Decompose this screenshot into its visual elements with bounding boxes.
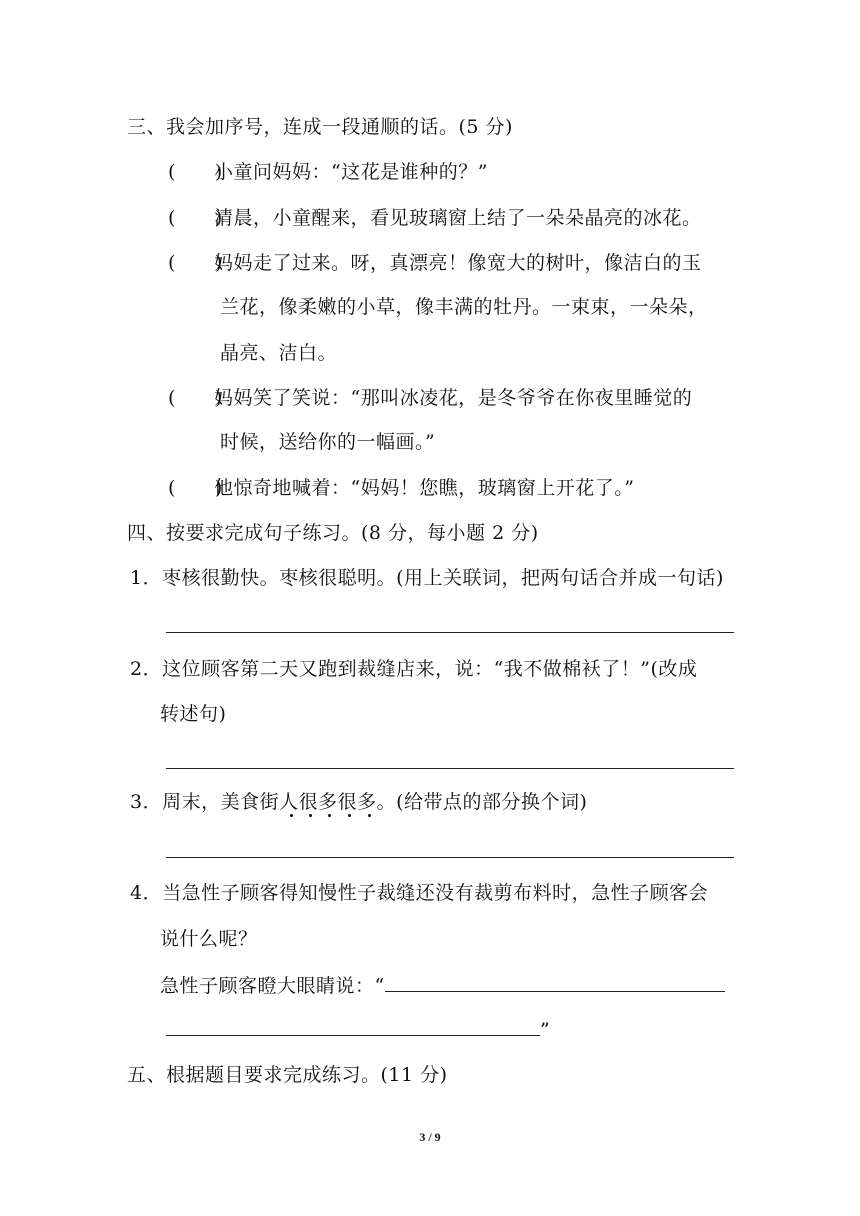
question-text: 这位顾客第二天又跑到裁缝店来，说：“我不做棉袄了！”(改成 [162, 658, 698, 680]
section-3-title: 三、我会加序号，连成一段通顺的话。(5 分) [127, 116, 513, 138]
order-item-4 [168, 386, 692, 410]
question-instruction: 。(给带点的部分换个词) [376, 791, 588, 813]
answer-line-4a[interactable] [385, 973, 725, 992]
question-2-line-2: 转述句) [160, 703, 227, 725]
answer-paren-1[interactable]: ( ) [168, 161, 223, 183]
answer-line-3[interactable] [166, 857, 734, 858]
question-2 [130, 657, 697, 681]
section-4-title: 四、按要求完成句子练习。(8 分，每小题 2 分) [127, 522, 539, 544]
answer-line-1[interactable] [166, 632, 734, 633]
emphasis-dot [290, 814, 293, 817]
quote-lead: 急性子顾客瞪大眼睛说：“ [160, 975, 385, 997]
question-number: 1． [130, 567, 163, 589]
order-item-5 [168, 476, 634, 500]
emphasis-dot [368, 814, 371, 817]
order-item-3-line-3: 晶亮、洁白。 [220, 342, 338, 364]
question-text: 当急性子顾客得知慢性子裁缝还没有裁剪布料时，急性子顾客会 [162, 882, 709, 904]
answer-line-4b[interactable] [166, 1017, 540, 1036]
emphasis-dot [309, 814, 312, 817]
emphasis-dot [348, 814, 351, 817]
emphasis-dot [328, 814, 331, 817]
order-item-text: 小童问妈妈：“这花是谁种的？” [214, 161, 488, 183]
order-item-text: 清晨，小童醒来，看见玻璃窗上结了一朵朵晶亮的冰花。 [214, 207, 702, 229]
order-item-text: 他惊奇地喊着：“妈妈！您瞧，玻璃窗上开花了。” [214, 477, 635, 499]
answer-paren-2[interactable]: ( ) [168, 207, 223, 229]
answer-line-2[interactable] [166, 768, 734, 769]
order-item-3 [168, 251, 702, 275]
answer-paren-5[interactable]: ( ) [168, 477, 223, 499]
dotted-phrase: 人很多很多 [279, 791, 377, 813]
question-text: 周末，美食街 [162, 791, 280, 813]
order-item-3-line-2: 兰花，像柔嫩的小草，像丰满的牡丹。一束束，一朵朵， [220, 296, 708, 318]
quote-prompt [160, 973, 725, 998]
page-number: 3 / 9 [419, 1130, 441, 1144]
question-number: 2． [130, 658, 163, 680]
order-item-text: 妈妈笑了笑说：“那叫冰凌花，是冬爷爷在你夜里睡觉的 [214, 387, 693, 409]
order-item-1 [168, 160, 488, 184]
answer-paren-3[interactable]: ( ) [168, 252, 223, 274]
question-number: 3． [130, 791, 163, 813]
question-number: 4． [130, 882, 163, 904]
question-1 [130, 566, 724, 590]
question-3 [130, 790, 587, 814]
order-item-4-line-2: 时候，送给你的一幅画。” [220, 431, 436, 453]
order-item-text: 妈妈走了过来。呀，真漂亮！像宽大的树叶，像洁白的玉 [214, 252, 702, 274]
question-4-line-2: 说什么呢？ [160, 928, 258, 950]
question-4 [130, 881, 708, 905]
section-5-title: 五、根据题目要求完成练习。(11 分) [127, 1064, 448, 1086]
answer-paren-4[interactable]: ( ) [168, 387, 223, 409]
question-text: 枣核很勤快。枣核很聪明。(用上关联词，把两句话合并成一句话) [162, 567, 724, 589]
order-item-2 [168, 206, 702, 230]
quote-continuation [166, 1017, 550, 1042]
quote-close: ” [540, 1019, 551, 1041]
